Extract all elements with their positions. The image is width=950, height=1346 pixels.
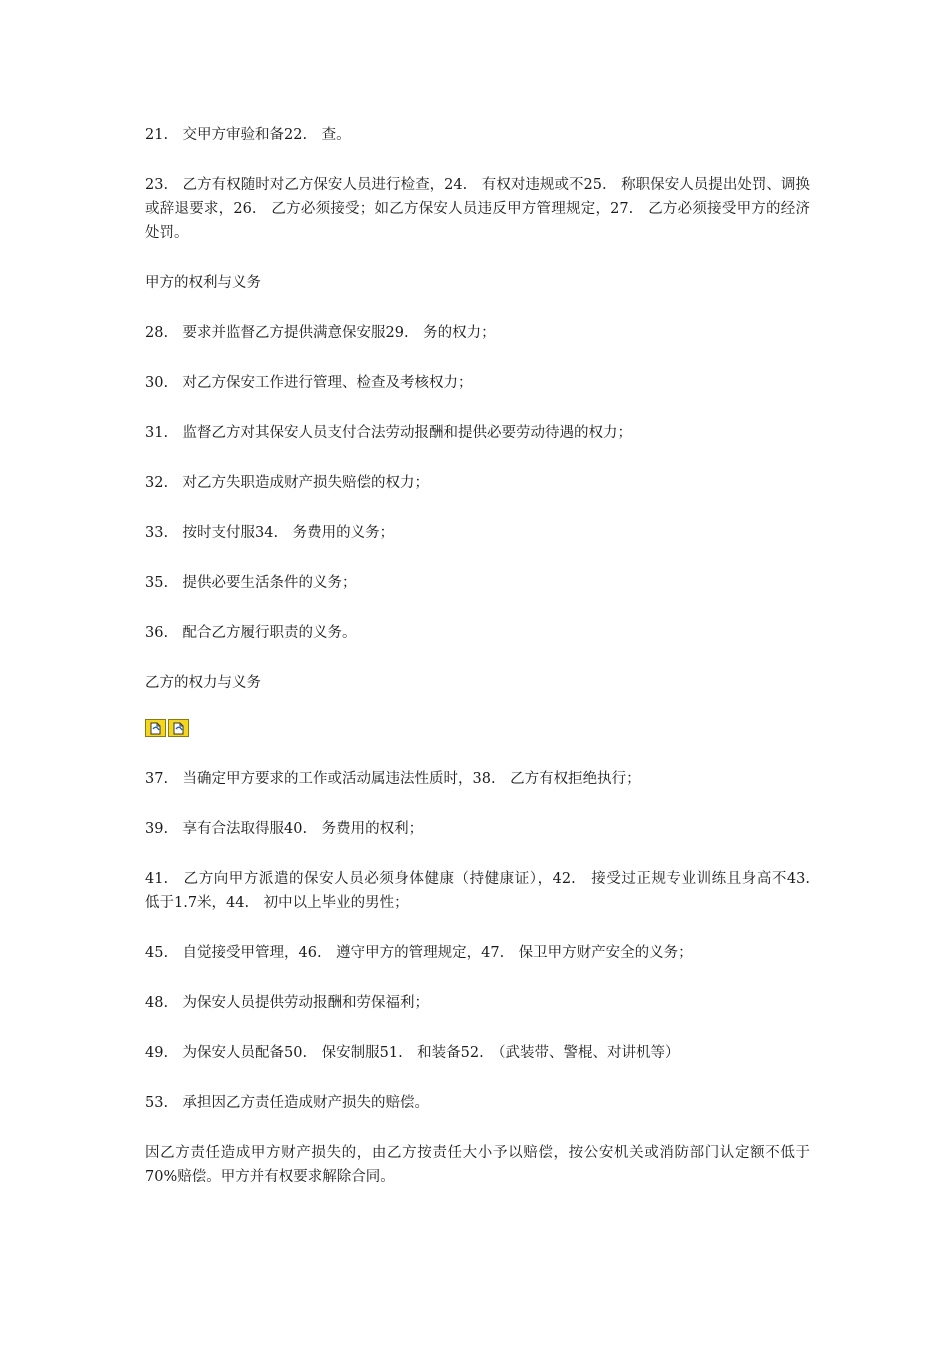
paragraph-37: 37. 当确定甲方要求的工作或活动属违法性质时，38. 乙方有权拒绝执行； (145, 771, 641, 787)
paragraph-28: 28. 要求并监督乙方提供满意保安服29. 务的权力； (145, 325, 496, 341)
paragraph-49: 49. 为保安人员配备50. 保安制服51. 和装备52. （武装带、警棍、对讲机等） (145, 1045, 680, 1061)
paragraph-36: 36. 配合乙方履行职责的义务。 (145, 625, 357, 641)
embedded-object-row (145, 719, 810, 739)
paragraph-53: 53. 承担因乙方责任造成财产损失的赔偿。 (145, 1095, 430, 1111)
section-heading-party-a: 甲方的权利与义务 (145, 275, 261, 291)
paragraph-33: 33. 按时支付服34. 务费用的义务； (145, 525, 395, 541)
paragraph-21: 21. 交甲方审验和备22. 查。 (145, 127, 351, 143)
paragraph-31: 31. 监督乙方对其保安人员支付合法劳动报酬和提供必要劳动待遇的权力； (145, 425, 633, 441)
paragraph-48: 48. 为保安人员提供劳动报酬和劳保福利； (145, 995, 430, 1011)
paragraph-35: 35. 提供必要生活条件的义务； (145, 575, 357, 591)
paragraph-compensation: 因乙方责任造成甲方财产损失的，由乙方按责任大小予以赔偿，按公安机关或消防部门认定额不低于70%赔偿。甲方并有权要求解除合同。 (145, 1145, 810, 1185)
paragraph-23: 23. 乙方有权随时对乙方保安人员进行检查，24. 有权对违规或不25. 称职保安人员提出处罚、调换或辞退要求，26. 乙方必须接受；如乙方保安人员违反甲方管理规定，27. 乙方必须接受甲方的经济处罚。 (145, 177, 810, 241)
paragraph-32: 32. 对乙方失职造成财产损失赔偿的权力； (145, 475, 430, 491)
paragraph-30: 30. 对乙方保安工作进行管理、检查及考核权力； (145, 375, 473, 391)
paragraph-45: 45. 自觉接受甲管理，46. 遵守甲方的管理规定，47. 保卫甲方财产安全的义务； (145, 945, 693, 961)
document-body (145, 123, 825, 1215)
document-link-icon[interactable] (168, 719, 189, 737)
paragraph-41: 41. 乙方向甲方派遣的保安人员必须身体健康（持健康证），42. 接受过正规专业训练且身高不43. 低于1.7米，44. 初中以上毕业的男性； (145, 871, 825, 911)
paragraph-39: 39. 享有合法取得服40. 务费用的权利； (145, 821, 424, 837)
section-heading-party-b: 乙方的权力与义务 (145, 675, 261, 691)
document-link-icon[interactable] (145, 719, 166, 737)
